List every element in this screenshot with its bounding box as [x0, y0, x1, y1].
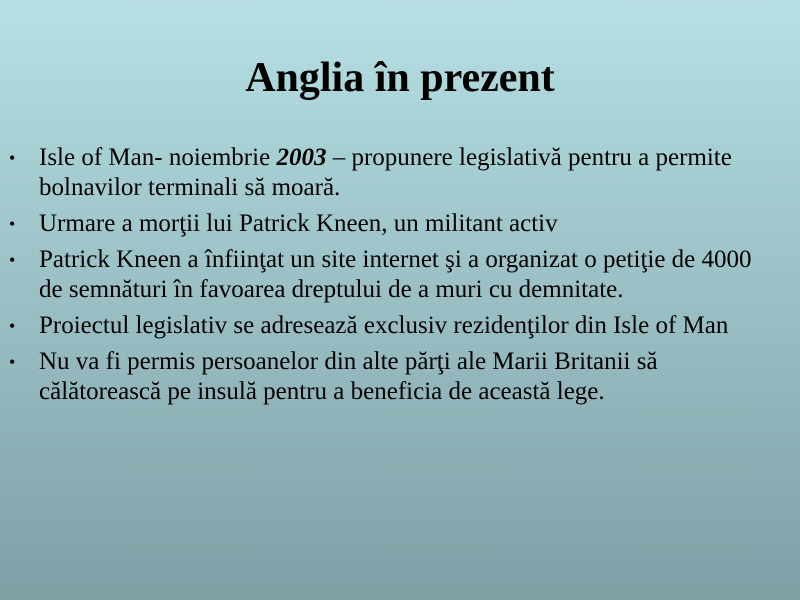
bullet-text-post: – propunere legislativă pentru a permite bolnavilor terminali să moară.: [39, 144, 732, 201]
bullet-item: [0, 245, 760, 305]
bullet-icon: •: [9, 352, 16, 372]
bullet-item: [0, 209, 760, 239]
bullet-icon: •: [9, 316, 16, 336]
bullet-text: Patrick Kneen a înfiinţat un site internet şi a organizat o petiţie de 4000 de semnături în favoarea dreptului de a muri cu demnitate.: [39, 246, 752, 303]
bullet-text-pre: Isle of Man- noiembrie: [39, 144, 277, 171]
bullet-icon: •: [9, 214, 16, 234]
bullet-item: [0, 347, 760, 407]
bullet-item: [0, 143, 760, 203]
bullet-text: Nu va fi permis persoanelor din alte părţi ale Marii Britanii să călătorească pe insulă pentru a beneficia de această lege.: [39, 348, 658, 405]
bullet-text: Urmare a morţii lui Patrick Kneen, un militant activ: [39, 210, 558, 237]
bullet-item: [0, 311, 760, 341]
bullet-list: [0, 143, 760, 413]
bullet-icon: •: [9, 250, 16, 270]
bullet-icon: •: [9, 148, 16, 168]
slide-title: Anglia în prezent: [245, 55, 555, 101]
bullet-text: Proiectul legislativ se adresează exclusiv rezidenţilor din Isle of Man: [39, 312, 729, 339]
bullet-emphasis-year: 2003: [276, 144, 327, 171]
